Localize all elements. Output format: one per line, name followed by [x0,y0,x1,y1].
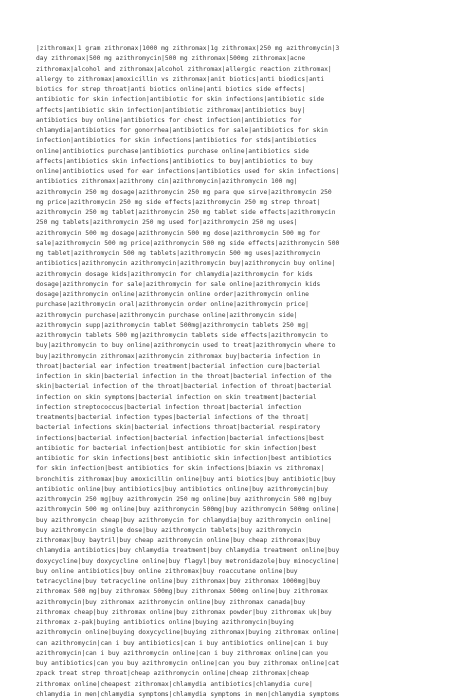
text-line: treatments|bacterial infection types|bacterial infections of the throat| [36,414,309,421]
text-line: infection|antibiotics for skin infections|antibiotics for stds|antibiotics [36,137,317,145]
text-line: buy|azithromycin zithromax|azithromycin zithromax buy|bacteria infection in [36,352,321,360]
text-line: |zithromax|1 gram zithromax|1000 mg zithromax|1g zithromax|250 mg azithromycin|3 [36,45,340,52]
text-line: zithromax|alcohol and zithromax|alcohol zithromax|allergic reaction zithromax| [36,65,332,73]
text-line: azithromycin 250 mg tablet|azithromycin 250 mg tablet side effects|azithromycin [36,209,336,216]
text-line: tetracycline|buy tetracycline online|buy zithromax|buy zithromax 1000mg|buy [36,578,321,585]
text-line: allergy to zithromax|amoxicillin vs zithromax|anit biotics|anti biodics|anti [36,75,325,83]
text-line: bacterial infections skin|bacterial infections throat|bacterial respiratory [36,424,321,432]
text-line: infection in skin|bacterial infection in the throat|bacterial infection of the [36,373,332,380]
text-line: antibiotics zithromax|azithromy cin|azithromycin|azithromycin 100 mg| [36,178,298,186]
text-line: antibiotic for bacterial infection|best antibiotic for skin infection|best [36,444,317,452]
text-line: affects|antibiotic skin infection|antibiotic zithromax|antibiotics buy| [36,106,306,114]
text-line: azithromycin 250 mg|buy azithromycin 250 mg online|buy azithromycin 500 mg|buy [36,496,332,503]
text-line: mg tablet|azithromycin 500 mg tablets|azithromycin 500 mg uses|azithromycin [36,250,321,257]
text-line: affects|antibiotics skin infections|antibiotics to buy|antibiotics to buy [36,157,313,165]
text-line: infection on skin symptoms|bacterial infection on skin treatment|bacterial [36,393,317,401]
document-page [36,44,417,698]
text-line: chlamydia|antibiotics for gonorrhea|antibiotics for sale|antibiotics for skin [36,127,328,134]
text-line: mg price|azithromycin 250 mg side effects|azithromycin 250 mg strep throat| [36,198,321,206]
text-line: antibiotics|azithromycin azithromycin|azithromycin buy|azithromycin buy online| [36,260,336,268]
text-line: azithromycin|buy zithromax azithromycin online|buy zithromax canada|buy [36,598,306,606]
text-line: biotics for strep throat|anti biotics online|anti biotics side effects| [36,86,306,93]
text-line: antibiotic for skin infections|best antibiotic skin infection|best antibiotics [36,455,332,462]
text-line: azithromycin 250 mg dosage|azithromycin 250 mg para que sirve|azithromycin 250 [36,188,332,196]
text-line: antibiotic for skin infection|antibiotic for skin infections|antibiotic side [36,96,325,104]
text-line: infections|bacterial infection|bacterial infection|bacterial infections|best [36,434,325,442]
text-line: sale|azithromycin 500 mg price|azithromycin 500 mg side effects|azithromycin 500 [36,239,340,247]
text-line: zithromax 500 mg|buy zithromax 500mg|buy zithromax 500mg online|buy zithromax [36,588,328,596]
text-line: online|antibiotics used for ear infections|antibiotics used for skin infections| [36,168,340,175]
text-line: azithromycin tablets 500 mg|azithromycin tablets side effects|azithromycin to [36,332,328,339]
text-line: purchase|azithromycin oral|azithromycin order online|azithromycin price| [36,301,309,309]
text-line: skin|bacterial infection of the throat|bacterial infection of throat|bacterial [36,383,332,391]
text-line: antibiotics buy online|antibiotics for chest infection|antibiotics for [36,116,302,124]
text-line: doxycycline|buy doxycycline online|buy flagyl|buy metronidazole|buy minocycline| [36,557,340,565]
text-line: buy|azithromycin to buy online|azithromycin used to treat|azithromycin where to [36,342,336,350]
text-line: azithromycin|can i buy azithromycin online|can i buy zithromax online|can you [36,649,328,657]
text-line: chlamydia antibiotics|buy chlamydia treatment|buy chlamydia treatment online|buy [36,547,340,555]
text-line: azithromycin 500 mg dosage|azithromycin 500 mg dose|azithromycin 500 mg for [36,229,321,237]
text-line: buy azithromycin cheap|buy azithromycin for chlamydia|buy azithromycin online| [36,516,332,524]
text-line: dosage|azithromycin online|azithromycin online order|azithromycin online [36,291,309,298]
text-line: azithromycin supp|azithromycin tablet 500mg|azithromycin tablets 250 mg| [36,321,309,329]
text-line: 250 mg tablets|azithromycin 250 mg used for|azithromycin 250 mg uses| [36,219,298,227]
text-line: azithromycin 500 mg online|buy azithromycin 500mg|buy azithromycin 500mg online| [36,506,340,514]
text-line: throat|bacterial ear infection treatment|bacterial infection cure|bacterial [36,362,321,370]
text-line: zithromax z-pak|buying antibiotics online|buying azithromycin|buying [36,619,294,626]
text-line: for skin infection|best antibiotics for skin infections|biaxin vs zithromax| [36,465,325,473]
text-line: can azithromycin|can i buy antibiotics|can i buy antibiotics online|can i buy [36,639,328,647]
text-line: zpack treat strep throat|cheap azithromycin online|cheap zithromax|cheap [36,670,309,678]
text-line: buy online antibiotics|buy online zithromax|buy roaccutane online|buy [36,567,298,575]
text-line: zithromax|buy baytril|buy cheap azithromycin online|buy cheap zithromax|buy [36,537,321,544]
text-line: bronchitis zithromax|buy amoxicillin online|buy anti biotics|buy antibiotic|buy [36,475,336,483]
text-line: azithromycin purchase|azithromycin purchase online|azithromycin side| [36,311,298,319]
text-line: chlamydia in men|chlamydia symptoms|chlamydia symptoms in men|chlamydia symptoms [36,690,340,698]
text-line: online|antibiotics purchase|antibiotics purchase online|antibiotics side [36,147,309,155]
text-line: day zithromax|500 mg azithromycin|500 mg zithromax|500mg zithromax|acne [36,55,306,63]
text-line: azithromycin dosage kids|azithromycin for chlamydia|azithromycin for kids [36,270,313,278]
text-line: buy azithromycin single dose|buy azithromycin tablets|buy azithromycin [36,526,302,534]
text-line: antibiotic online|buy antibiotics|buy antibiotics online|buy azithromycin|buy [36,485,328,493]
text-line: dosage|azithromycin for sale|azithromycin for sale online|azithromycin kids [36,280,321,288]
text-line: azithromycin online|buying doxycycline|buying zithromax|buying zithromax online| [36,629,340,637]
text-line: buy antibiotics|can you buy azithromycin online|can you buy zithromax online|cat [36,660,340,667]
text-line: zithromax online|cheapest zithromax|chlamydia antibiotics|chlamydia cure| [36,680,313,688]
text-line: infection streptococcus|bacterial infection throat|bacterial infection [36,403,302,411]
text-line: zithromax cheap|buy zithromax online|buy zithromax powder|buy zithromax uk|buy [36,608,332,616]
